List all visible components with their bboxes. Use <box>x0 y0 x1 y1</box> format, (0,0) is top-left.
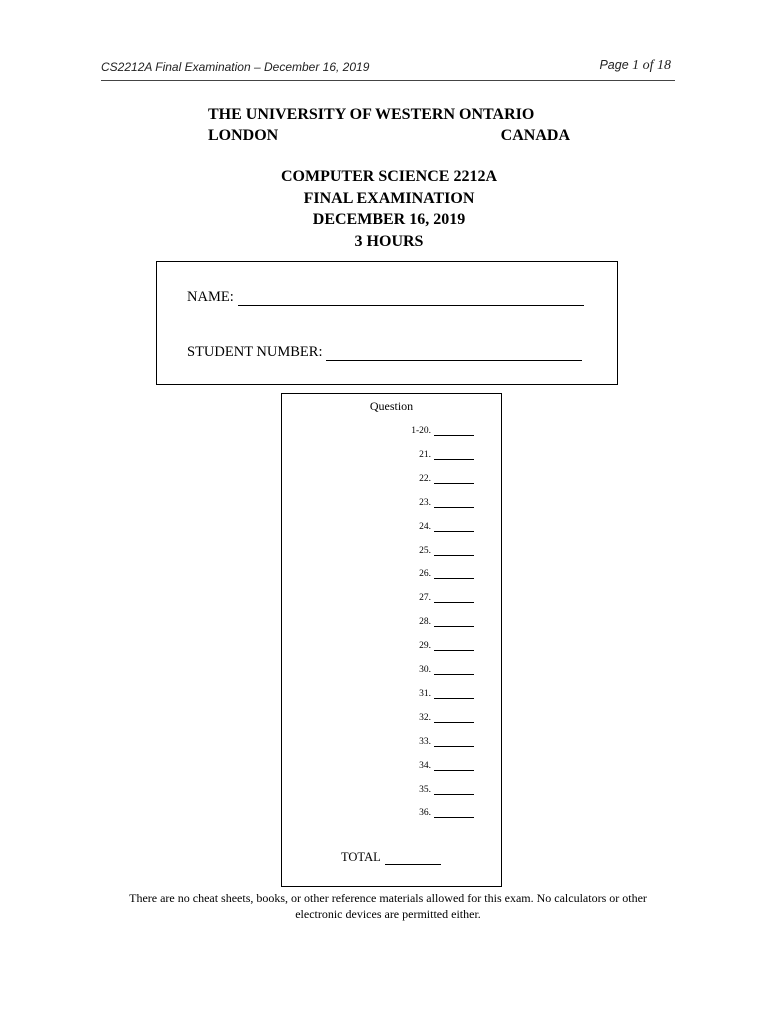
question-score-row <box>419 665 474 675</box>
question-score-row <box>419 689 474 699</box>
question-number: 30. <box>419 665 431 675</box>
question-score-row <box>419 593 474 603</box>
question-score-blank[interactable] <box>434 617 474 627</box>
question-score-blank[interactable] <box>434 713 474 723</box>
university-name: THE UNIVERSITY OF WESTERN ONTARIO <box>208 106 535 123</box>
exam-header-title: CS2212A Final Examination – December 16, 2019 <box>101 60 370 74</box>
page-word: Page <box>599 58 629 72</box>
page-current: 1 <box>632 58 640 73</box>
question-number: 35. <box>419 784 431 795</box>
question-score-row <box>419 761 474 771</box>
university-location <box>208 125 570 146</box>
question-score-row <box>419 450 474 460</box>
question-score-row <box>419 546 474 556</box>
name-label: NAME: <box>187 289 234 305</box>
question-score-row <box>419 808 474 818</box>
student-id-box <box>156 261 618 385</box>
university-block <box>208 104 570 146</box>
page-of: of <box>642 58 654 73</box>
question-score-row <box>419 522 474 532</box>
instructions-line-2: electronic devices are permitted either. <box>295 907 481 921</box>
question-score-blank[interactable] <box>434 569 474 579</box>
score-table <box>281 393 502 887</box>
question-number: 33. <box>419 736 431 747</box>
total-label: TOTAL <box>341 850 381 864</box>
question-score-blank[interactable] <box>434 546 474 556</box>
question-score-blank[interactable] <box>434 522 474 532</box>
question-score-row <box>419 737 474 747</box>
exam-title-block <box>189 166 589 252</box>
total-row <box>341 850 441 865</box>
question-number: 34. <box>419 760 431 771</box>
question-number: 23. <box>419 497 431 508</box>
question-score-row <box>419 785 474 795</box>
student-number-field[interactable] <box>187 344 582 361</box>
question-score-row <box>419 498 474 508</box>
question-score-row <box>419 713 474 723</box>
question-number: 24. <box>419 521 431 532</box>
question-score-row <box>419 617 474 627</box>
question-number: 22. <box>419 473 431 484</box>
question-number: 28. <box>419 617 431 628</box>
question-number: 36. <box>419 808 431 819</box>
student-number-label: STUDENT NUMBER: <box>187 344 323 360</box>
university-country: CANADA <box>500 127 570 144</box>
page-total: 18 <box>657 58 671 73</box>
question-number: 21. <box>419 449 431 460</box>
name-blank[interactable] <box>238 291 584 306</box>
question-score-row <box>419 474 474 484</box>
question-number: 25. <box>419 545 431 556</box>
question-number: 29. <box>419 641 431 652</box>
question-score-blank[interactable] <box>434 593 474 603</box>
question-score-blank[interactable] <box>434 498 474 508</box>
question-score-blank[interactable] <box>434 474 474 484</box>
question-score-row <box>419 569 474 579</box>
student-number-blank[interactable] <box>326 346 582 361</box>
exam-duration: 3 HOURS <box>354 232 424 250</box>
question-score-blank[interactable] <box>434 450 474 460</box>
exam-type: FINAL EXAMINATION <box>303 189 475 207</box>
exam-date: DECEMBER 16, 2019 <box>312 211 466 228</box>
name-field[interactable] <box>187 289 584 306</box>
score-table-title: Question <box>369 399 414 413</box>
question-score-blank[interactable] <box>434 761 474 771</box>
question-score-blank[interactable] <box>434 689 474 699</box>
question-score-row <box>419 641 474 651</box>
question-score-blank[interactable] <box>434 737 474 747</box>
course-name: COMPUTER SCIENCE 2212A <box>280 168 497 185</box>
question-score-row <box>411 426 474 436</box>
question-score-blank[interactable] <box>434 808 474 818</box>
page-indicator <box>599 58 671 74</box>
question-number: 1-20. <box>411 426 431 436</box>
university-city: LONDON <box>208 127 279 144</box>
question-number: 32. <box>419 712 431 723</box>
question-score-blank[interactable] <box>434 665 474 675</box>
question-number: 26. <box>419 569 431 580</box>
instructions-line-1: There are no cheat sheets, books, or other reference materials allowed for this exam. No calculators or other <box>129 891 647 905</box>
total-blank[interactable] <box>385 852 441 865</box>
question-score-blank[interactable] <box>434 641 474 651</box>
question-number: 31. <box>419 688 431 699</box>
page-header <box>101 56 675 81</box>
question-score-blank[interactable] <box>434 785 474 795</box>
question-score-blank[interactable] <box>434 426 474 436</box>
question-number: 27. <box>419 593 431 604</box>
exam-instructions <box>100 890 676 922</box>
